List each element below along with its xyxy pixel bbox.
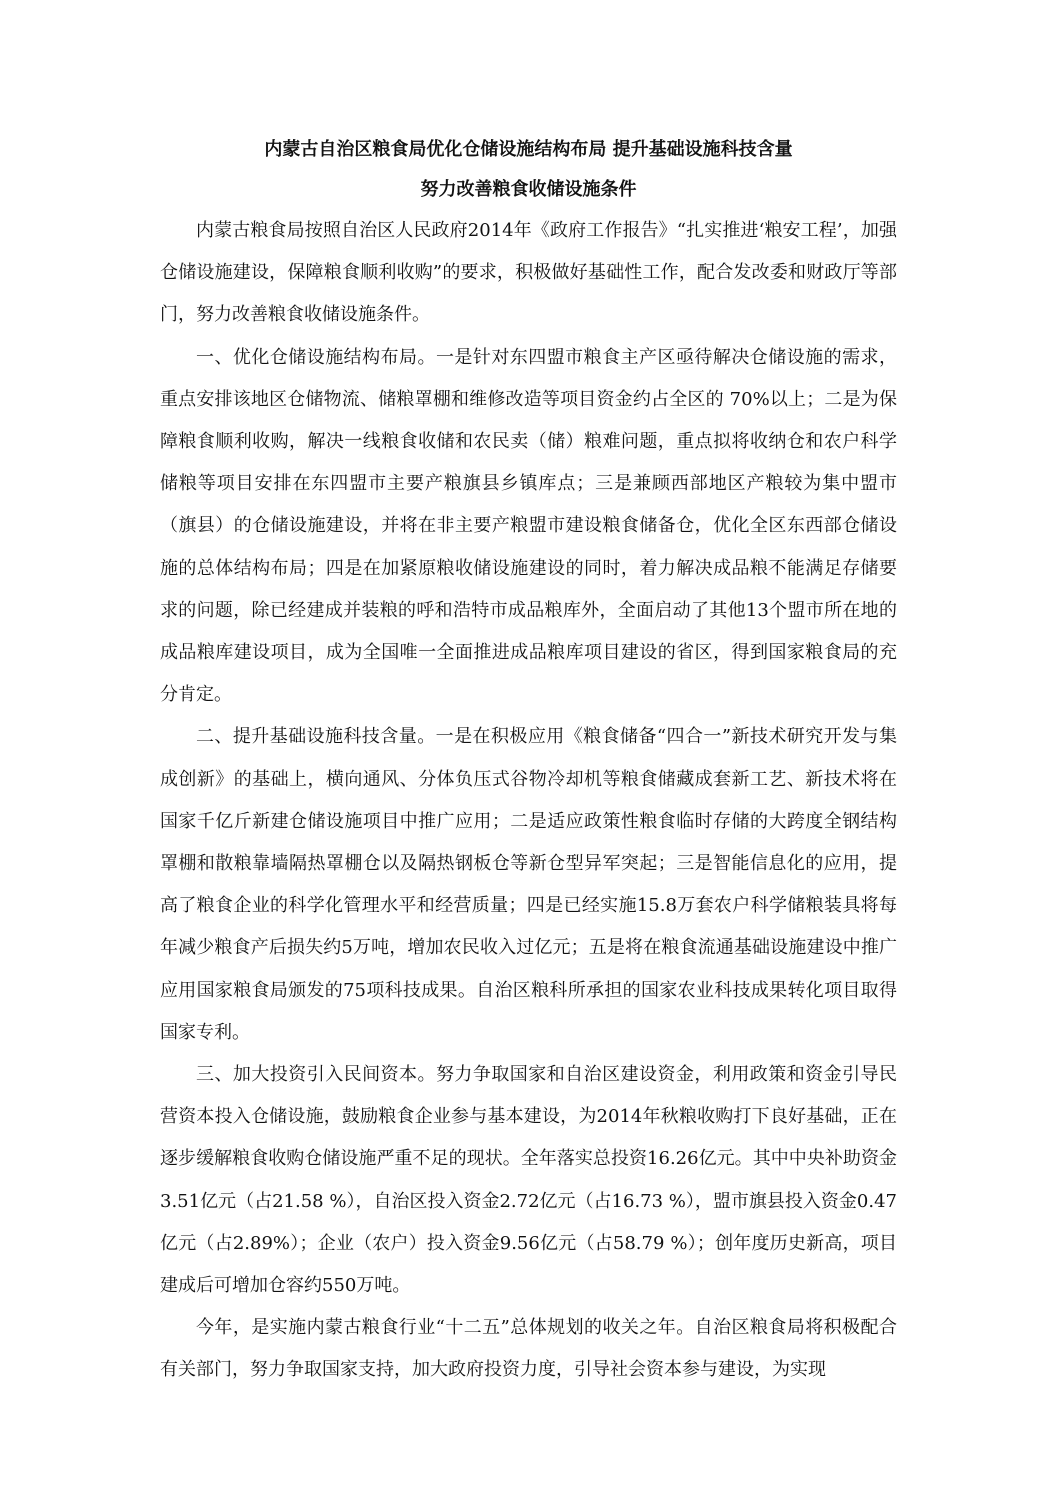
document-title-line-2: 努力改善粮食收储设施条件 xyxy=(420,179,637,200)
paragraph-section-2: 二、提升基础设施科技含量。一是在积极应用《粮食储备“四合一”新技术研究开发与集成创新》的基础上，横向通风、分体负压式谷物冷却机等粮食储藏成套新工艺、新技术将在国家千亿斤新建仓储设施项目中推广应用；二是适应政策性粮食临时存储的大跨度全钢结构罩棚和散粮靠墙隔热罩棚仓以及隔热钢板仓等新仓型异军突起；三是智能信息化的应用，提高了粮食企业的科学化管理水平和经营质量；四是已经实施15.8万套农户科学储粮装具将每年减少粮食产后损失约5万吨，增加农民收入过亿元；五是将在粮食流通基础设施建设中推广应用国家粮食局颁发的75项科技成果。自治区粮科所承担的国家农业科技成果转化项目取得国家专利。 xyxy=(160,726,897,1043)
paragraph-section-3: 三、加大投资引入民间资本。努力争取国家和自治区建设资金，利用政策和资金引导民营资本投入仓储设施，鼓励粮食企业参与基本建设，为2014年秋粮收购打下良好基础，正在逐步缓解粮食收购仓储设施严重不足的现状。全年落实总投资16.26亿元。其中中央补助资金3.51亿元（占21.58 %），自治区投入资金2.72亿元（占16.73 %），盟市旗县投入资金0.47亿元（占2.89%）；企业（农户）投入资金9.56亿元（占58.79 %）；创年度历史新高，项目建成后可增加仓容约550万吨。 xyxy=(160,1064,897,1297)
document-body xyxy=(160,130,897,1392)
document-title-line-1: 内蒙古自治区粮食局优化仓储设施结构布局 提升基础设施科技含量 xyxy=(264,139,793,160)
paragraph-intro: 内蒙古粮食局按照自治区人民政府2014年《政府工作报告》“扎实推进‘粮安工程’，加强仓储设施建设，保障粮食顺利收购”的要求，积极做好基础性工作，配合发改委和财政厅等部门，努力改善粮食收储设施条件。 xyxy=(160,220,897,326)
paragraph-conclusion: 今年，是实施内蒙古粮食行业“十二五”总体规划的收关之年。自治区粮食局将积极配合有关部门，努力争取国家支持，加大政府投资力度，引导社会资本参与建设，为实现 xyxy=(160,1317,897,1381)
paragraph-section-1: 一、优化仓储设施结构布局。一是针对东四盟市粮食主产区亟待解决仓储设施的需求，重点安排该地区仓储物流、储粮罩棚和维修改造等项目资金约占全区的 70%以上；二是为保障粮食顺利收购，解决一线粮食收储和农民卖（储）粮难问题，重点拟将收纳仓和农户科学储粮等项目安排在东四盟市主要产粮旗县乡镇库点；三是兼顾西部地区产粮较为集中盟市（旗县）的仓储设施建设，并将在非主要产粮盟市建设粮食储备仓，优化全区东西部仓储设施的总体结构布局；四是在加紧原粮收储设施建设的同时，着力解决成品粮不能满足存储要求的问题，除已经建成并装粮的呼和浩特市成品粮库外，全面启动了其他13个盟市所在地的成品粮库建设项目，成为全国唯一全面推进成品粮库项目建设的省区，得到国家粮食局的充分肯定。 xyxy=(160,346,897,706)
